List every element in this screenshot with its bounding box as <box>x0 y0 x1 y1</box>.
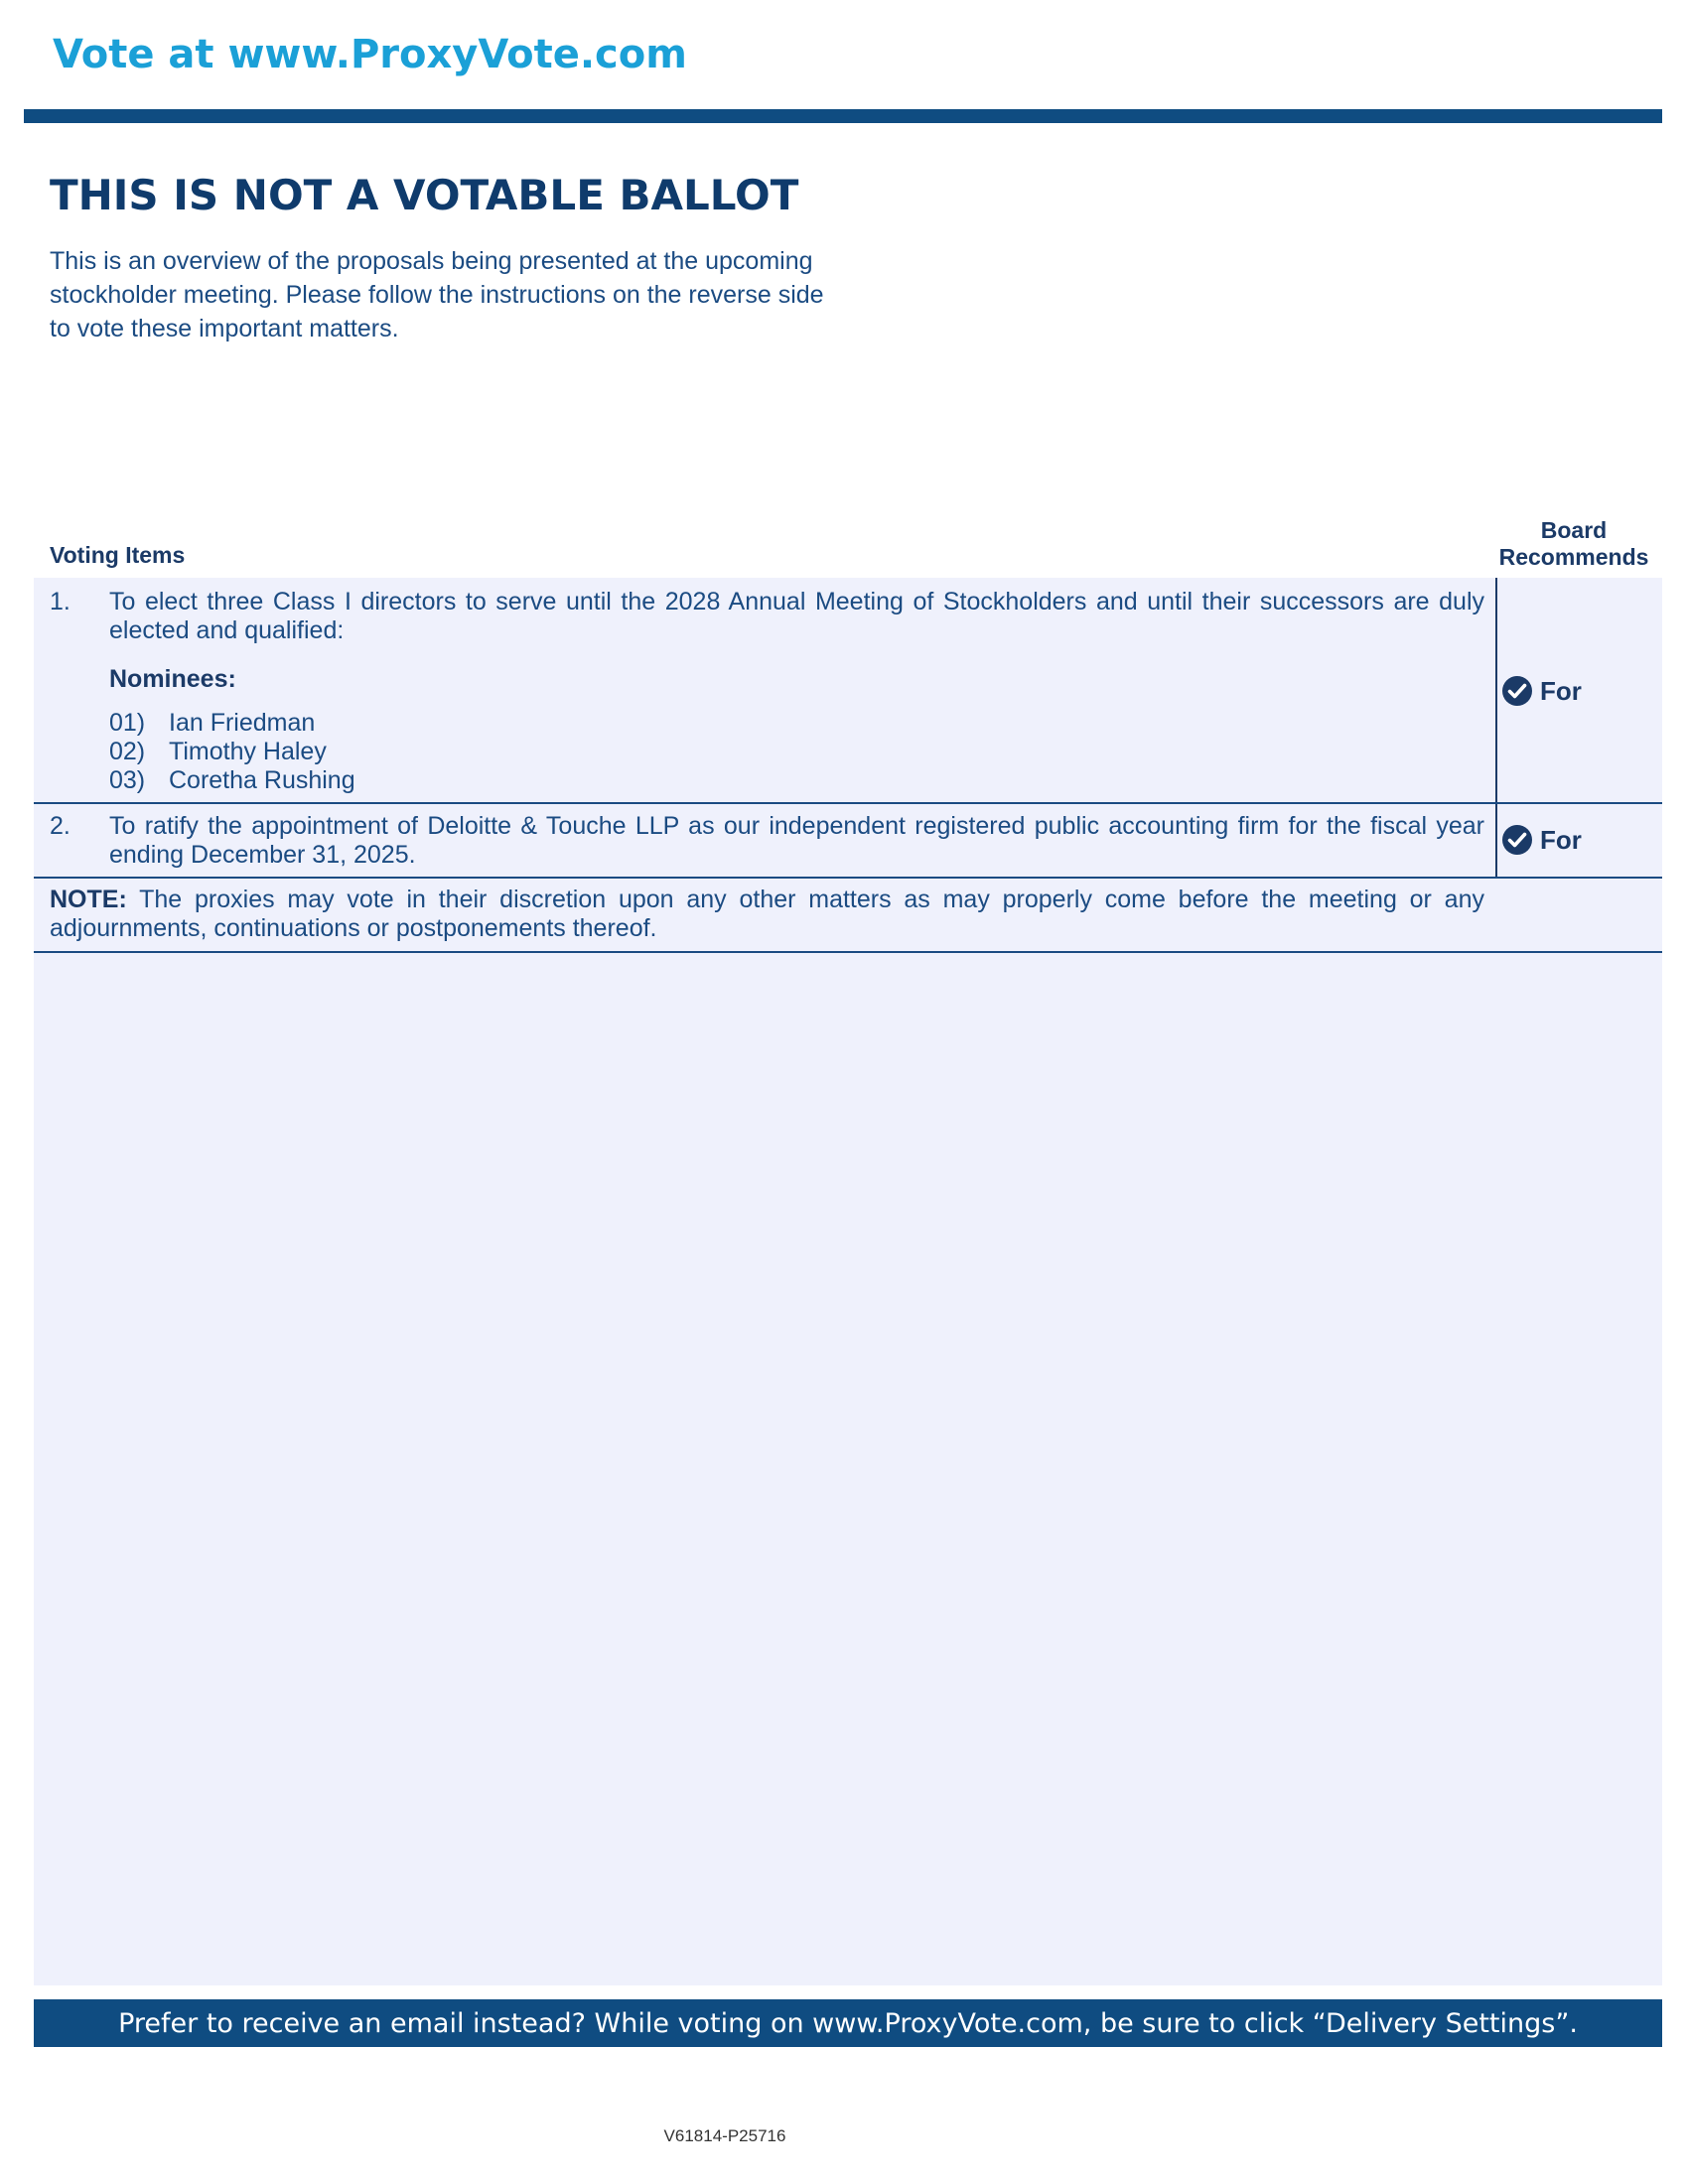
nominee-name: Timothy Haley <box>169 738 327 765</box>
item-2-text: To ratify the appointment of Deloitte & Touche LLP as our independent registered public accounting firm for the fiscal year ending December 31, 2025. <box>109 812 1484 869</box>
nominee-row <box>109 738 327 766</box>
nominee-number: 03) <box>109 766 146 794</box>
nominee-name: Ian Friedman <box>169 709 316 737</box>
nominee-number: 02) <box>109 738 146 765</box>
item-2-recommendation <box>1501 824 1582 856</box>
note-text: The proxies may vote in their discretion upon any other matters as may properly come before the meeting or any adjournments, continuations or postponements thereof. <box>50 886 1484 942</box>
delivery-settings-banner <box>34 1999 1662 2047</box>
check-circle-icon <box>1501 824 1533 856</box>
item-divider <box>34 877 1662 879</box>
proxyvote-link[interactable]: Vote at www.ProxyVote.com <box>53 32 687 77</box>
item-1-text: To elect three Class I directors to serve until the 2028 Annual Meeting of Stockholders and until their successors are duly elected and qualified: <box>109 588 1484 644</box>
item-1-number: 1. <box>50 588 70 615</box>
voting-items-header: Voting Items <box>50 542 186 568</box>
intro-paragraph: This is an overview of the proposals being presented at the upcoming stockholder meeting. Please follow the instructions on the reverse side to vote these important matters. <box>50 247 824 342</box>
item-divider <box>34 802 1662 804</box>
header-divider <box>24 109 1662 123</box>
item-1-recommendation <box>1501 675 1582 707</box>
board-recommends-header <box>1489 517 1658 571</box>
item-2-number: 2. <box>50 812 70 840</box>
delivery-settings-text: Prefer to receive an email instead? While voting on www.ProxyVote.com, be sure to click “Delivery Settings”. <box>118 2007 1578 2039</box>
recommendation-label: For <box>1540 675 1582 706</box>
check-circle-icon <box>1501 675 1533 707</box>
note-divider <box>34 951 1662 953</box>
nominee-row <box>109 766 355 795</box>
nominee-row <box>109 709 315 738</box>
board-recommends-line1: Board <box>1540 517 1608 543</box>
page-title: THIS IS NOT A VOTABLE BALLOT <box>50 171 799 219</box>
note-paragraph <box>50 886 1484 943</box>
note-label: NOTE: <box>50 886 127 913</box>
board-recommends-line2: Recommends <box>1498 544 1649 570</box>
nominee-number: 01) <box>109 709 146 737</box>
nominee-name: Coretha Rushing <box>169 766 355 794</box>
nominees-label: Nominees: <box>109 665 236 693</box>
recommendation-label: For <box>1540 824 1582 855</box>
document-code: V61814-P25716 <box>663 2126 786 2145</box>
recommendation-column-divider <box>1495 578 1497 879</box>
